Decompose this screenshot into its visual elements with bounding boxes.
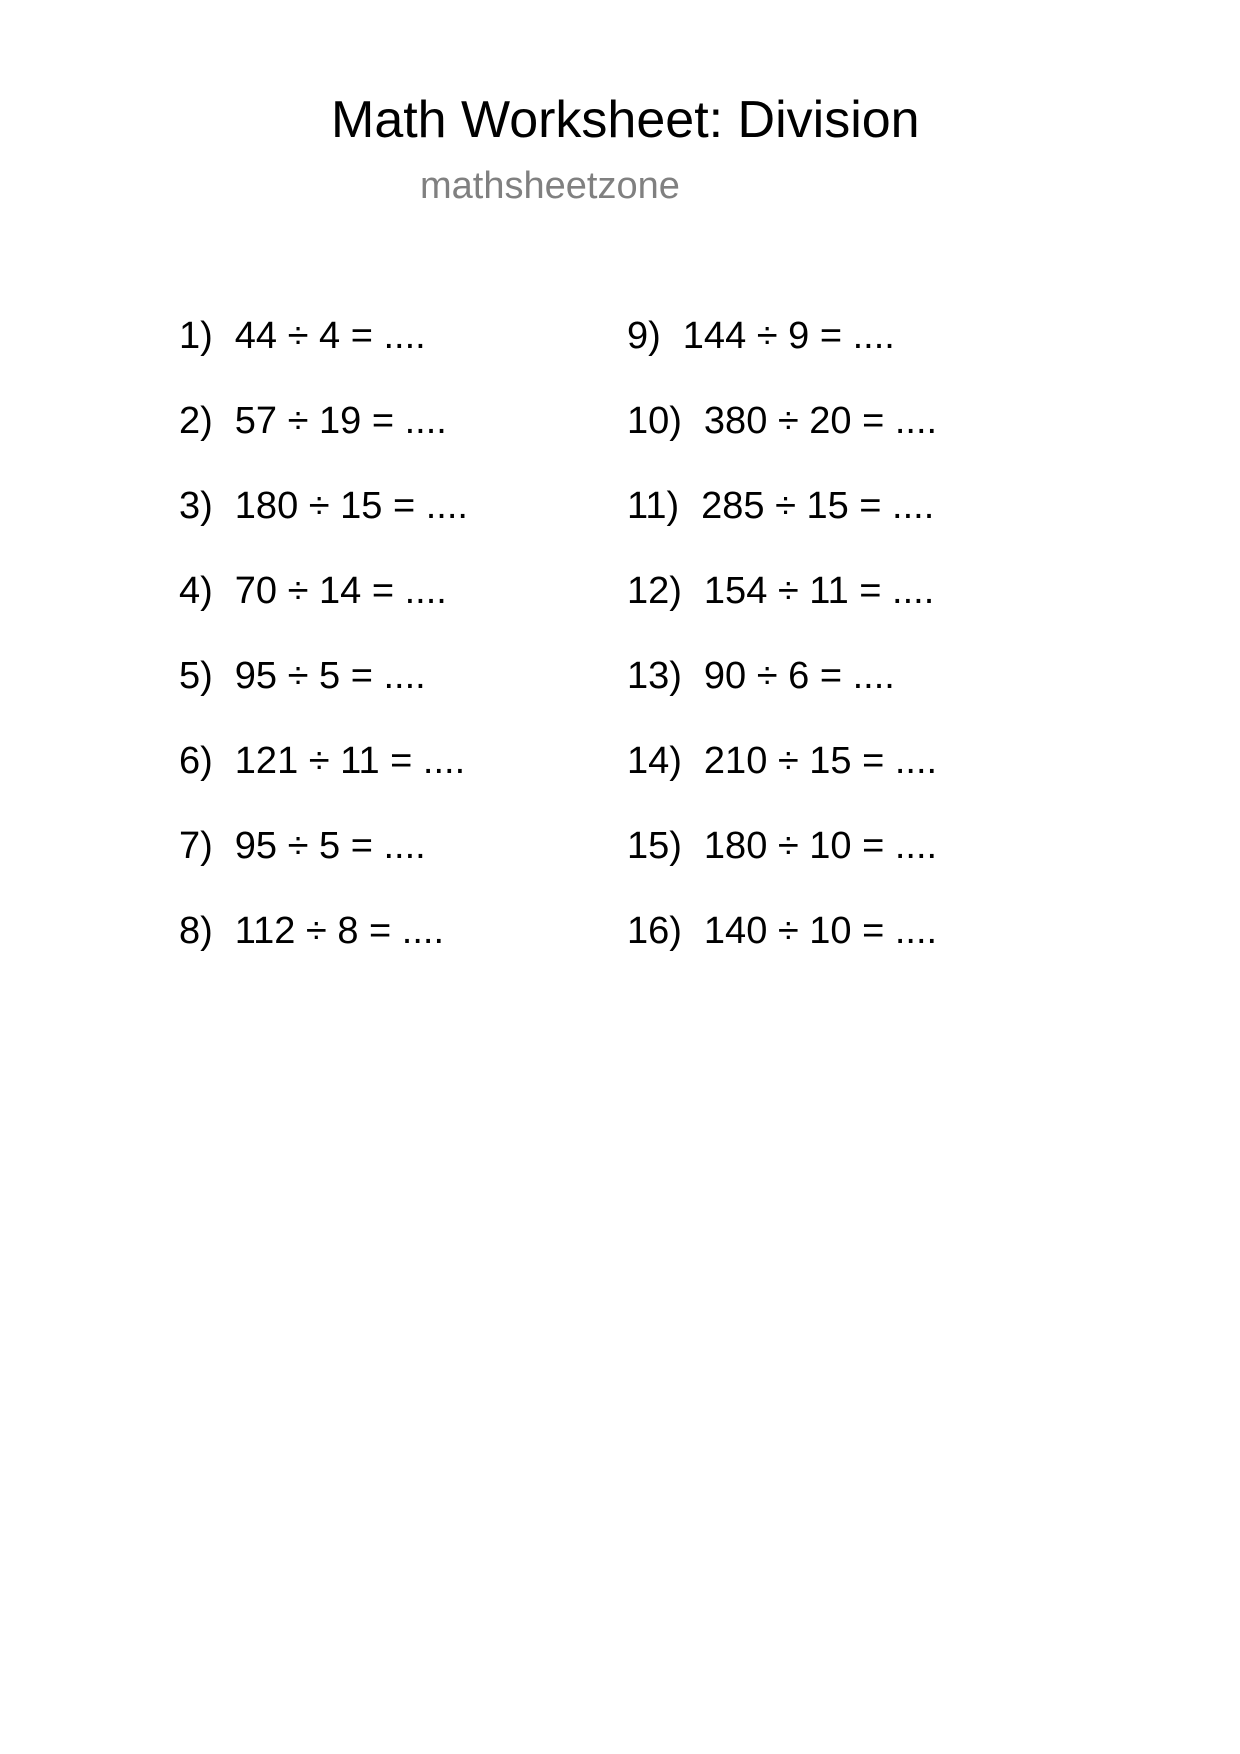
problem-item xyxy=(627,395,937,480)
problem-expression: 154 ÷ 11 = .... xyxy=(703,570,935,612)
problem-number: 10) xyxy=(627,400,682,442)
problem-number: 8) xyxy=(179,910,213,952)
problem-number: 12) xyxy=(627,570,682,612)
problem-item xyxy=(627,310,937,395)
problem-item xyxy=(179,820,468,905)
problem-expression: 285 ÷ 15 = .... xyxy=(701,485,935,527)
problem-number: 9) xyxy=(627,315,661,357)
problem-expression: 95 ÷ 5 = .... xyxy=(234,825,426,867)
problem-expression: 70 ÷ 14 = .... xyxy=(234,570,447,612)
problems-right-column xyxy=(627,310,937,990)
worksheet-title: Math Worksheet: Division xyxy=(331,91,920,149)
problem-item xyxy=(179,565,468,650)
problem-number: 13) xyxy=(627,655,682,697)
problem-number: 11) xyxy=(627,485,680,527)
problem-expression: 140 ÷ 10 = .... xyxy=(703,910,938,952)
problem-item xyxy=(179,480,468,565)
problem-expression: 144 ÷ 9 = .... xyxy=(682,315,895,357)
problem-item xyxy=(179,310,468,395)
problem-number: 14) xyxy=(627,740,682,782)
problem-item xyxy=(179,735,468,820)
problem-expression: 380 ÷ 20 = .... xyxy=(703,400,938,442)
problem-item xyxy=(179,905,468,990)
problem-number: 3) xyxy=(179,485,213,527)
problem-item xyxy=(627,480,937,565)
problem-expression: 57 ÷ 19 = .... xyxy=(234,400,447,442)
problem-number: 16) xyxy=(627,910,682,952)
problem-number: 1) xyxy=(179,315,213,357)
problem-item xyxy=(179,650,468,735)
problem-item xyxy=(627,650,937,735)
problem-number: 7) xyxy=(179,825,213,867)
problem-expression: 90 ÷ 6 = .... xyxy=(703,655,895,697)
worksheet-subtitle: mathsheetzone xyxy=(420,165,680,207)
problem-item xyxy=(627,735,937,820)
problem-expression: 112 ÷ 8 = .... xyxy=(234,910,445,952)
problem-expression: 121 ÷ 11 = .... xyxy=(234,740,466,782)
problem-number: 6) xyxy=(179,740,213,782)
problem-expression: 180 ÷ 10 = .... xyxy=(703,825,938,867)
problem-expression: 210 ÷ 15 = .... xyxy=(703,740,938,782)
problem-number: 15) xyxy=(627,825,682,867)
problem-item xyxy=(627,565,937,650)
problem-number: 5) xyxy=(179,655,213,697)
problem-expression: 44 ÷ 4 = .... xyxy=(234,315,426,357)
problem-expression: 180 ÷ 15 = .... xyxy=(234,485,468,527)
problems-left-column xyxy=(179,310,468,990)
problem-item xyxy=(179,395,468,480)
problem-number: 2) xyxy=(179,400,213,442)
problem-item xyxy=(627,820,937,905)
problem-number: 4) xyxy=(179,570,213,612)
problem-item xyxy=(627,905,937,990)
problem-expression: 95 ÷ 5 = .... xyxy=(234,655,426,697)
